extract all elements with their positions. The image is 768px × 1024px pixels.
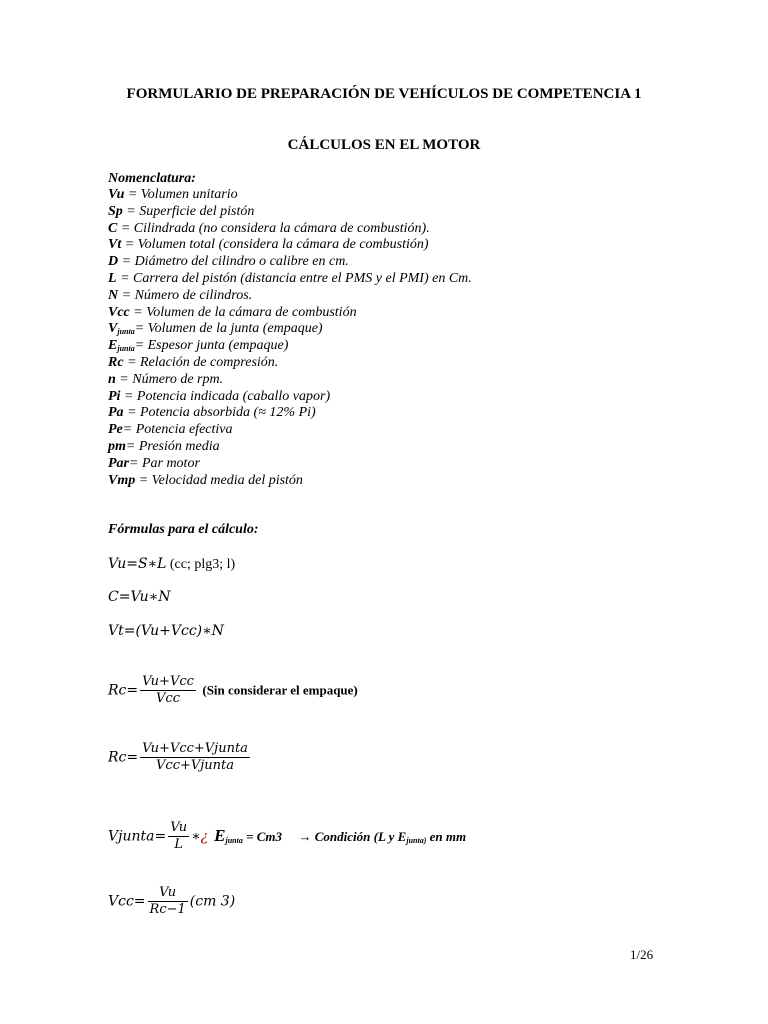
document-title: FORMULARIO DE PREPARACIÓN DE VEHÍCULOS DE COMPETENCIA 1 bbox=[126, 86, 642, 102]
fraction bbox=[148, 885, 188, 918]
fraction-denominator: Vcc+Vjunta bbox=[156, 758, 235, 773]
nomenclature-item bbox=[108, 237, 472, 254]
thickness-subscript: junta bbox=[225, 835, 243, 845]
nomenclature-definition: = Presión media bbox=[125, 438, 220, 454]
formula-note: (Sin considerar el empaque) bbox=[202, 682, 358, 698]
nomenclature-symbol: D bbox=[108, 254, 119, 270]
nomenclature-symbol: V bbox=[108, 321, 118, 337]
nomenclature-item bbox=[108, 456, 472, 473]
condition-note bbox=[299, 829, 467, 844]
nomenclature-symbol: Sp bbox=[108, 203, 123, 219]
nomenclature-item bbox=[108, 405, 472, 422]
nomenclature-definition: = Superficie del pistón bbox=[122, 203, 255, 219]
page-number: 1/26 bbox=[630, 947, 654, 962]
nomenclature-item bbox=[108, 204, 472, 221]
fraction-denominator: L bbox=[174, 837, 183, 852]
formula-lhs: Vjunta= bbox=[108, 828, 167, 845]
fraction bbox=[168, 820, 189, 853]
nomenclature-definition: = Número de rpm. bbox=[115, 371, 224, 387]
nomenclature-symbol: Rc bbox=[108, 354, 124, 370]
formula-compression-ratio-gasket bbox=[108, 741, 252, 774]
fraction-numerator: Vu+Vcc bbox=[142, 674, 194, 689]
nomenclature-symbol: C bbox=[108, 220, 118, 236]
formula-lhs: Rc= bbox=[108, 682, 139, 699]
formula-expr: Vt=(Vu+Vcc)∗N bbox=[108, 623, 224, 639]
formula-unit-volume bbox=[108, 556, 235, 573]
nomenclature-item bbox=[108, 422, 472, 439]
nomenclature-item bbox=[108, 389, 472, 406]
nomenclature-list bbox=[108, 170, 472, 489]
nomenclature-symbol: pm bbox=[108, 438, 126, 454]
fraction-numerator: Vu bbox=[148, 885, 188, 902]
condition-units: en mm bbox=[426, 828, 467, 844]
formula-chamber-volume bbox=[108, 885, 235, 918]
nomenclature-definition: = Volumen unitario bbox=[124, 187, 238, 202]
fraction-numerator: Vu+Vcc+Vjunta bbox=[142, 741, 248, 756]
nomenclature-definition: = Potencia efectiva bbox=[122, 422, 233, 438]
nomenclature-symbol: Pi bbox=[108, 388, 121, 404]
nomenclature-symbol: Vu bbox=[108, 187, 125, 202]
nomenclature-definition: = Potencia indicada (caballo vapor) bbox=[120, 388, 331, 404]
nomenclature-subscript: junta bbox=[117, 344, 135, 354]
fraction bbox=[140, 741, 250, 774]
nomenclature-definition: = Número de cilindros. bbox=[118, 287, 253, 303]
section-title: CÁLCULOS EN EL MOTOR bbox=[287, 137, 481, 153]
nomenclature-definition: = Volumen total (considera la cámara de combustión) bbox=[121, 237, 429, 253]
nomenclature-item bbox=[108, 355, 472, 372]
nomenclature-definition: = Potencia absorbida (≈ 12% Pi) bbox=[123, 405, 316, 421]
arrow-right-icon: → bbox=[298, 828, 315, 844]
nomenclature-definition: = Carrera del pistón (distancia entre el PMS y el PMI) en Cm. bbox=[116, 270, 472, 286]
nomenclature-definition: = Par motor bbox=[129, 455, 200, 471]
formula-expr: Vu=S∗L bbox=[108, 556, 167, 572]
nomenclature-definition: = Espesor junta (empaque) bbox=[134, 338, 289, 354]
nomenclature-definition: = Diámetro del cilindro o calibre en cm. bbox=[118, 254, 349, 270]
nomenclature-item bbox=[108, 271, 472, 288]
nomenclature-symbol: Vmp bbox=[108, 472, 136, 488]
formula-lhs: Rc= bbox=[108, 749, 139, 766]
nomenclature-definition: = Volumen de la junta (empaque) bbox=[134, 321, 323, 337]
nomenclature-symbol: n bbox=[108, 371, 116, 387]
formula-compression-ratio bbox=[108, 674, 358, 707]
formula-units: (cm 3) bbox=[189, 893, 236, 910]
condition-text: Condición (L y E bbox=[314, 828, 407, 844]
placeholder-mark: ¿ bbox=[200, 828, 209, 845]
nomenclature-item bbox=[108, 372, 472, 389]
fraction-denominator: Rc−1 bbox=[149, 902, 186, 917]
fraction bbox=[140, 674, 196, 707]
nomenclature-item bbox=[108, 288, 472, 305]
nomenclature-symbol: Vt bbox=[108, 237, 122, 253]
nomenclature-symbol: Pe bbox=[108, 422, 123, 438]
nomenclature-symbol: E bbox=[108, 338, 118, 354]
formulas-heading: Fórmulas para el cálculo: bbox=[108, 522, 259, 537]
nomenclature-symbol: Par bbox=[108, 455, 129, 471]
nomenclature-item bbox=[108, 305, 472, 322]
nomenclature-definition: = Velocidad media del pistón bbox=[135, 472, 303, 488]
nomenclature-symbol: N bbox=[108, 287, 119, 303]
nomenclature-definition: = Relación de compresión. bbox=[123, 354, 279, 370]
fraction-denominator: Vcc bbox=[156, 691, 180, 706]
thickness-units: = Cm3 bbox=[242, 828, 283, 844]
nomenclature-subscript: junta bbox=[117, 327, 135, 337]
nomenclature-rows bbox=[108, 187, 472, 489]
nomenclature-item bbox=[108, 439, 472, 456]
nomenclature-item bbox=[108, 221, 472, 238]
nomenclature-item bbox=[108, 187, 472, 204]
formula-displacement bbox=[108, 589, 170, 605]
formula-lhs: Vcc= bbox=[108, 893, 146, 910]
nomenclature-symbol: L bbox=[108, 270, 117, 286]
thickness-symbol: E bbox=[214, 825, 226, 845]
nomenclature-symbol: Pa bbox=[108, 405, 124, 421]
nomenclature-definition: = Volumen de la cámara de combustión bbox=[129, 304, 357, 320]
multiply-operator: ∗ bbox=[191, 828, 201, 845]
nomenclature-item bbox=[108, 254, 472, 271]
nomenclature-item bbox=[108, 321, 472, 338]
nomenclature-definition: = Cilindrada (no considera la cámara de combustión). bbox=[117, 220, 430, 236]
nomenclature-heading: Nomenclatura: bbox=[108, 171, 196, 186]
nomenclature-symbol: Vcc bbox=[108, 304, 130, 320]
formula-total-volume bbox=[108, 623, 224, 639]
condition-subscript: junta) bbox=[406, 835, 427, 845]
fraction-numerator: Vu bbox=[170, 820, 188, 835]
nomenclature-item bbox=[108, 338, 472, 355]
nomenclature-item bbox=[108, 473, 472, 490]
formula-expr: C=Vu∗N bbox=[108, 589, 171, 605]
formula-gasket-volume bbox=[108, 820, 466, 853]
formula-units: (cc; plg3; l) bbox=[166, 557, 236, 572]
